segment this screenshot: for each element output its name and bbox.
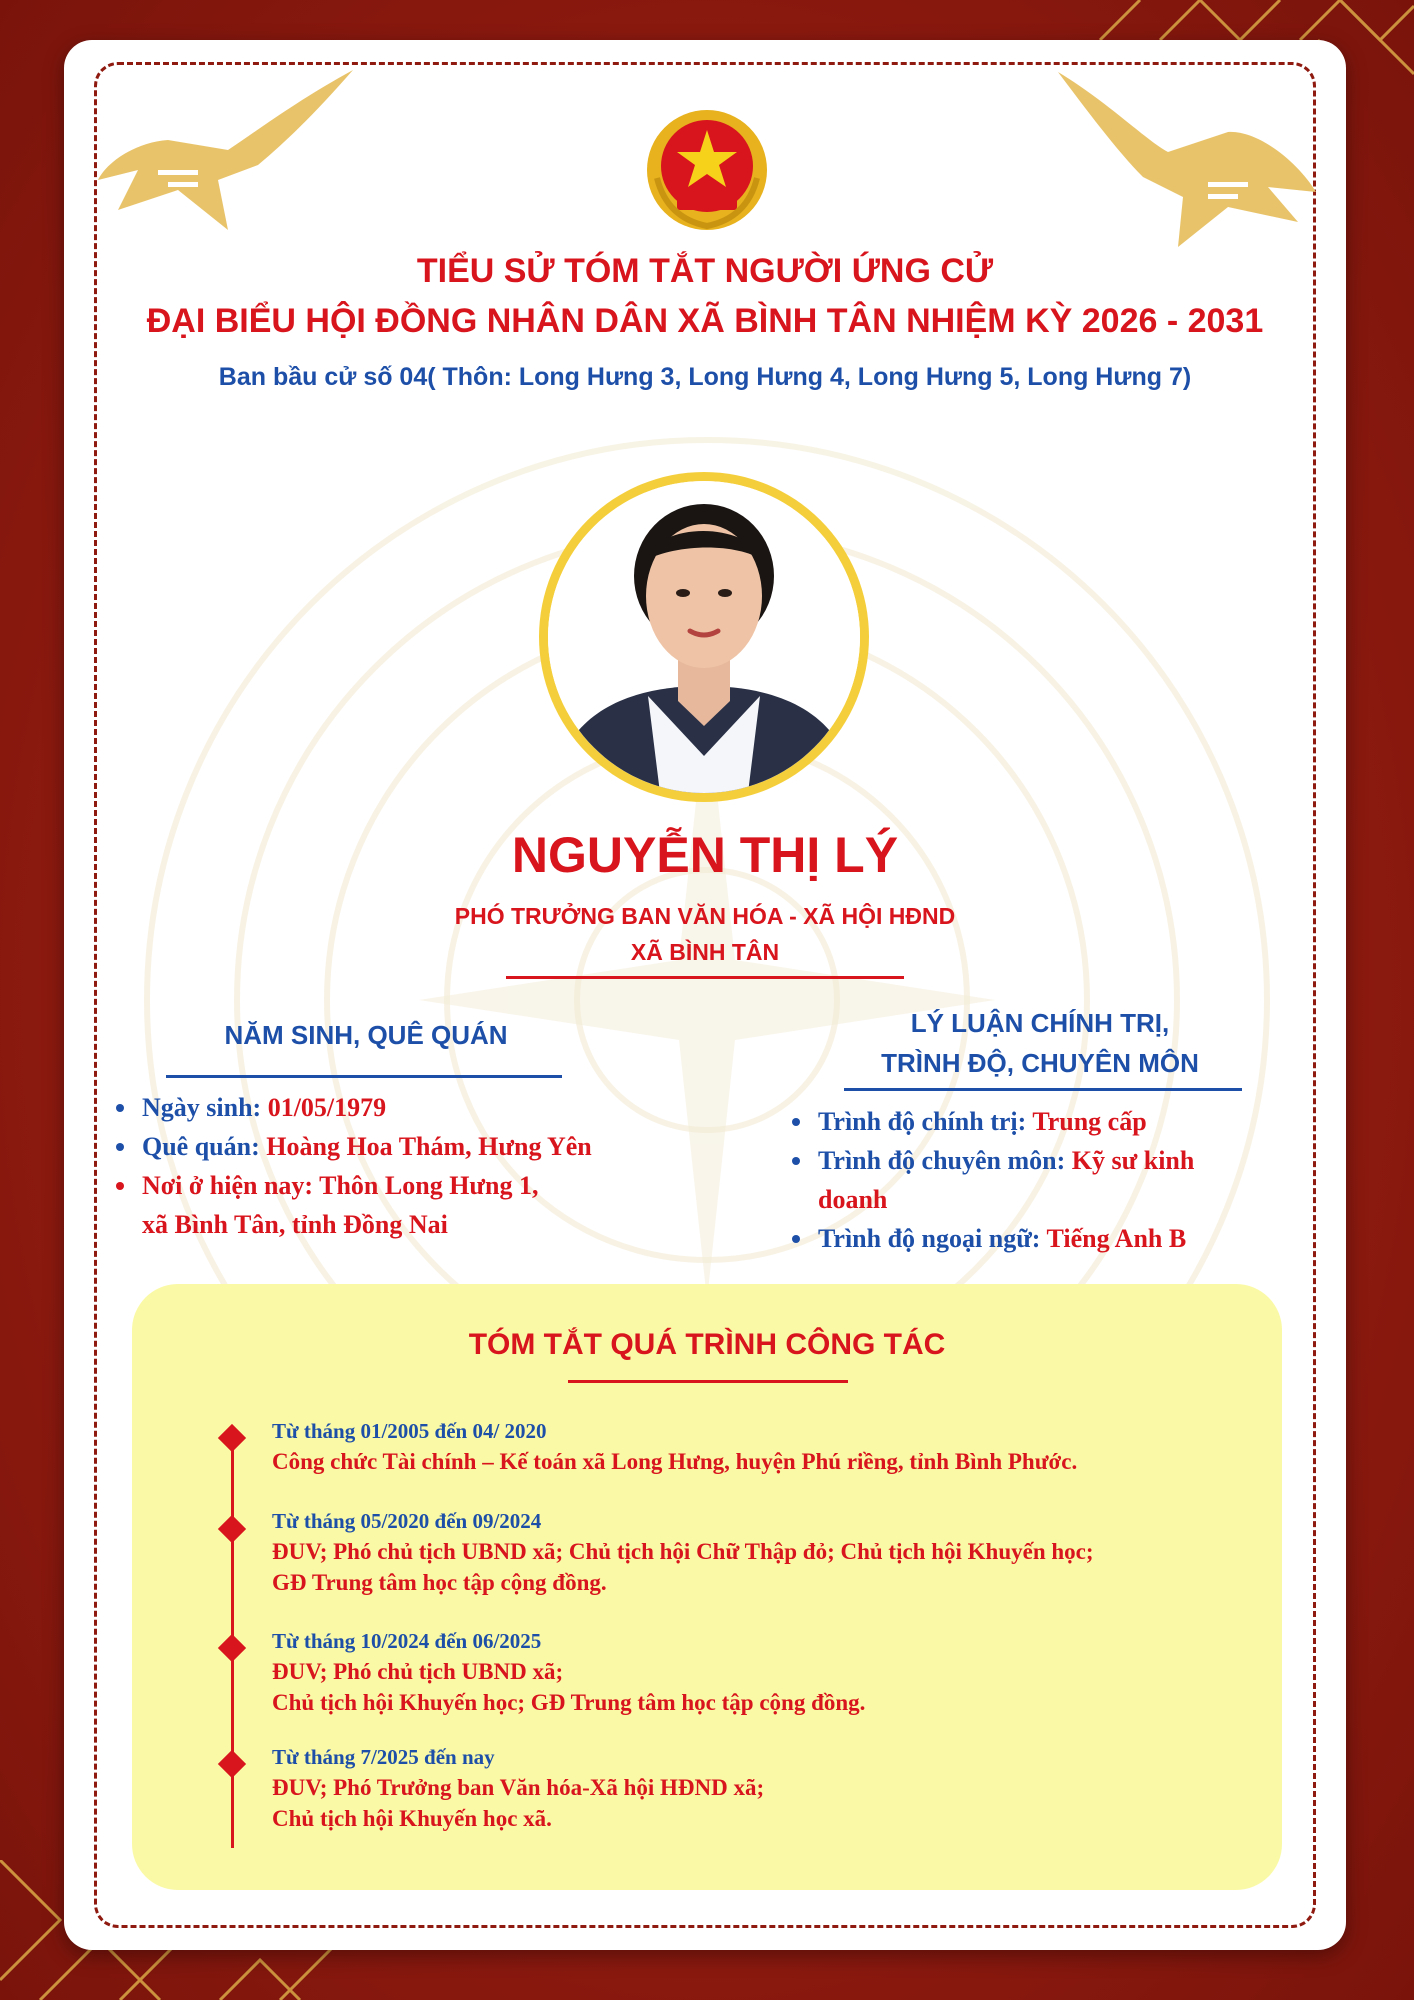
- political-item: Trình độ chính trị: Trung cấp: [786, 1102, 1256, 1141]
- diamond-marker-icon: [218, 1424, 246, 1452]
- professional-value-2: doanh: [818, 1185, 888, 1214]
- timeline-description: ĐUV; Phó chủ tịch UBND xã;: [272, 1659, 564, 1684]
- language-value: Tiếng Anh B: [1046, 1224, 1187, 1253]
- residence-item: Nơi ở hiện nay: Thôn Long Hưng 1, xã Bình Tân, tỉnh Đồng Nai: [110, 1166, 670, 1244]
- residence-value-1: Thôn Long Hưng 1,: [319, 1171, 539, 1200]
- residence-value-2: xã Bình Tân, tỉnh Đồng Nai: [142, 1210, 448, 1239]
- professional-item: Trình độ chuyên môn: Kỹ sư kinh doanh: [786, 1141, 1256, 1219]
- candidate-position: [64, 898, 1346, 970]
- timeline-description: Chủ tịch hội Khuyến học xã.: [272, 1806, 552, 1831]
- work-history-divider: [568, 1380, 848, 1383]
- timeline-period: Từ tháng 05/2020 đến 09/2024: [272, 1509, 542, 1533]
- timeline-description: ĐUV; Phó Trưởng ban Văn hóa-Xã hội HĐND xã;: [272, 1775, 765, 1800]
- dob-value: 01/05/1979: [267, 1093, 387, 1122]
- timeline-item: [272, 1742, 1242, 1834]
- dob-item: Ngày sinh: 01/05/1979: [110, 1088, 670, 1127]
- portrait-frame: [539, 472, 869, 802]
- national-emblem-icon: [637, 108, 777, 232]
- timeline-item: [272, 1626, 1242, 1718]
- position-line-2: XÃ BÌNH TÂN: [630, 939, 780, 965]
- work-history-heading: TÓM TẮT QUÁ TRÌNH CÔNG TÁC: [468, 1328, 946, 1361]
- timeline-period: Từ tháng 7/2025 đến nay: [272, 1745, 495, 1769]
- timeline-description: Chủ tịch hội Khuyến học; GĐ Trung tâm học tập cộng đồng.: [272, 1690, 866, 1715]
- position-line-1: PHÓ TRƯỞNG BAN VĂN HÓA - XÃ HỘI HĐND: [454, 903, 956, 929]
- diamond-marker-icon: [218, 1515, 246, 1543]
- crane-ornament-left-icon: [98, 70, 353, 235]
- timeline-description: ĐUV; Phó chủ tịch UBND xã; Chủ tịch hội Chữ Thập đỏ; Chủ tịch hội Khuyến học;: [272, 1539, 1094, 1564]
- document-title: TIỂU SỬ TÓM TẮT NGƯỜI ỨNG CỬ: [416, 252, 994, 290]
- timeline-description: Công chức Tài chính – Kế toán xã Long Hưng, huyện Phú riềng, tỉnh Bình Phước.: [272, 1449, 1078, 1474]
- diamond-marker-icon: [218, 1750, 246, 1778]
- birth-info-list: [110, 1088, 670, 1244]
- work-history-panel: [132, 1284, 1282, 1890]
- portrait-illustration: [548, 481, 860, 793]
- language-item: Trình độ ngoại ngữ: Tiếng Anh B: [786, 1219, 1256, 1258]
- timeline-description: GĐ Trung tâm học tập cộng đồng.: [272, 1570, 607, 1595]
- timeline-item: [272, 1506, 1242, 1598]
- crane-ornament-right-icon: [1058, 72, 1316, 247]
- timeline-item: [272, 1416, 1242, 1477]
- education-section-heading: LÝ LUẬN CHÍNH TRỊ, TRÌNH ĐỘ, CHUYÊN MÔN: [881, 1008, 1199, 1078]
- birth-section-heading: NĂM SINH, QUÊ QUÁN: [224, 1020, 508, 1050]
- diamond-marker-icon: [218, 1634, 246, 1662]
- professional-value-1: Kỹ sư kinh: [1071, 1146, 1195, 1175]
- candidate-name: NGUYỄN THỊ LÝ: [511, 827, 899, 883]
- hometown-value: Hoàng Hoa Thám, Hưng Yên: [266, 1132, 592, 1161]
- timeline-period: Từ tháng 01/2005 đến 04/ 2020: [272, 1419, 547, 1443]
- hometown-item: Quê quán: Hoàng Hoa Thám, Hưng Yên: [110, 1127, 670, 1166]
- candidate-portrait: [548, 481, 860, 793]
- education-section-divider: [844, 1088, 1242, 1091]
- education-info-list: [786, 1102, 1256, 1258]
- timeline-period: Từ tháng 10/2024 đến 06/2025: [272, 1629, 542, 1653]
- birth-section-divider: [166, 1075, 562, 1078]
- document-subtitle: ĐẠI BIỂU HỘI ĐỒNG NHÂN DÂN XÃ BÌNH TÂN NHIỆM KỲ 2026 - 2031: [146, 302, 1264, 340]
- name-divider: [506, 976, 904, 979]
- political-value: Trung cấp: [1032, 1107, 1147, 1136]
- constituency-label: Ban bầu cử số 04( Thôn: Long Hưng 3, Long Hưng 4, Long Hưng 5, Long Hưng 7): [218, 363, 1192, 391]
